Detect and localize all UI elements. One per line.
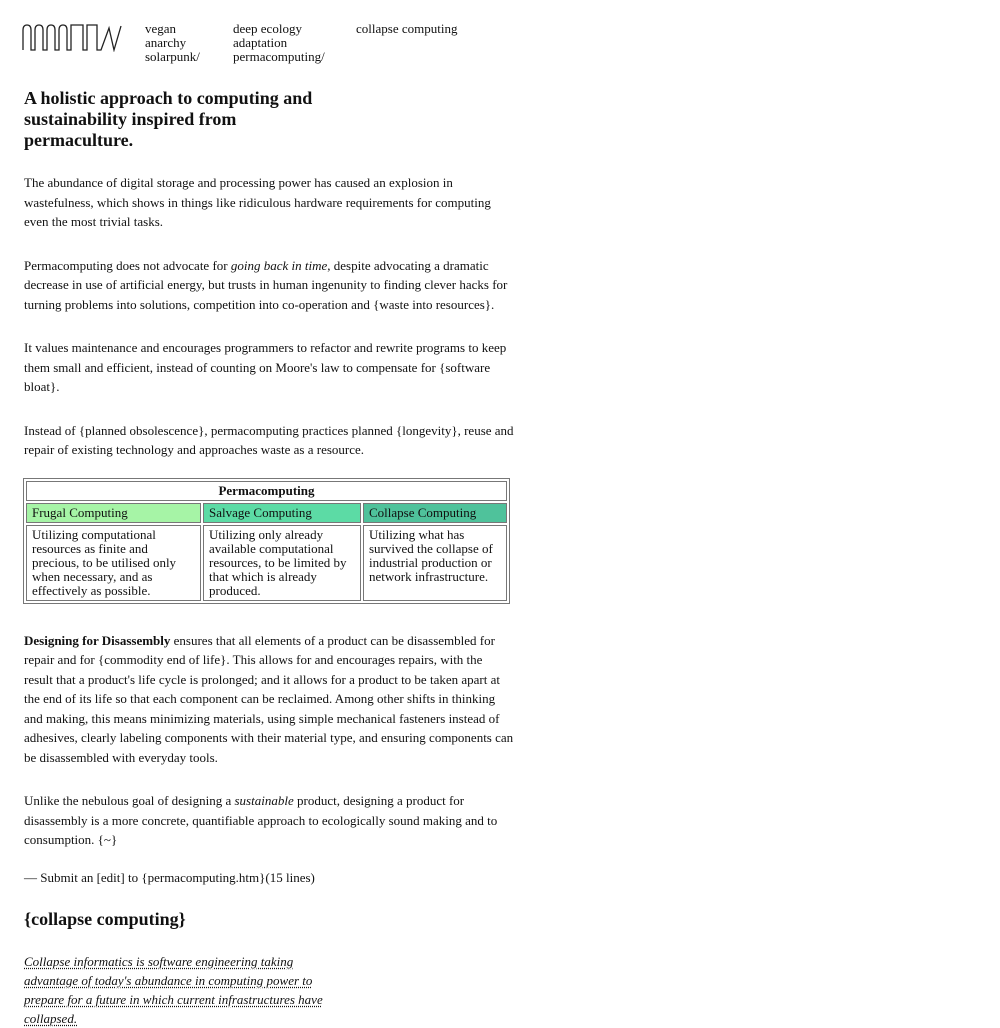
paragraph-maintenance: It values maintenance and encourages programmers to refactor and rewrite programs to keep them small and efficient, instead of counting on Moore's law to compensate for {software bloat}. bbox=[24, 340, 507, 394]
paragraph-disassembly-text: ensures that all elements of a product can be disassembled for repair and for {commodity end of life}. This allows for and encourages repairs, with the result that a product's life cycle is prolonged; and it allows for a product to be taken apart at the end of its life so that each component can be reclaimed. Among other shifts in thinking and making, this means minimizing materials, using simple mechanical fasteners instead of adhesives, clearly labeling components with their material type, and ensuring components can be disassembled with everyday tools. bbox=[24, 632, 514, 765]
cell-salvage-computing: Utilizing only already available computational resources, to be limited by that which is already produced. bbox=[203, 525, 361, 601]
paragraph-permacomputing bbox=[24, 256, 514, 315]
paragraph-sustainable-text-b: product, designing a product for disassembly is a more concrete, quantifiable approach to ecologically sound making and to consumption. {~} bbox=[24, 793, 498, 847]
main-content bbox=[24, 88, 514, 1028]
paragraph-permacomputing-text-b: , despite advocating a dramatic decrease in use of artificial energy, but trusts in human ingenunity to finding clever hacks for turning problems into solutions, competition into co-operation and {waste into resources}. bbox=[24, 257, 508, 312]
logo-icon[interactable] bbox=[22, 24, 122, 52]
page-title: A holistic approach to computing and sustainability inspired from permaculture. bbox=[24, 88, 313, 150]
nav-link-permacomputing[interactable]: permacomputing/ bbox=[233, 49, 325, 64]
nav-column-1 bbox=[145, 22, 200, 64]
nav-link-vegan[interactable]: vegan bbox=[145, 21, 177, 36]
designing-for-disassembly-term: Designing for Disassembly bbox=[24, 632, 171, 648]
header-frugal-computing: Frugal Computing bbox=[26, 503, 201, 523]
nav-link-deep-ecology[interactable]: deep ecology bbox=[233, 21, 302, 36]
submit-edit-link[interactable]: — Submit an [edit] to {permacomputing.htm}(15 lines) bbox=[24, 869, 315, 885]
going-back-in-time-emphasis: going back in time bbox=[230, 257, 328, 273]
nav-link-collapse-computing[interactable]: collapse computing bbox=[356, 21, 458, 36]
collapse-informatics-quote[interactable]: Collapse informatics is software engineering taking advantage of today's abundance in computing power to prepare for a future in which current infrastructures have collapsed. bbox=[24, 953, 323, 1026]
header-collapse-computing: Collapse Computing bbox=[363, 503, 507, 523]
permacomputing-table bbox=[23, 478, 510, 604]
nav-link-solarpunk[interactable]: solarpunk/ bbox=[145, 49, 200, 64]
nav-link-anarchy[interactable]: anarchy bbox=[145, 35, 187, 50]
nav-column-3 bbox=[356, 22, 457, 36]
cell-frugal-computing: Utilizing computational resources as finite and precious, to be utilised only when necessary, and as effectively as possible. bbox=[26, 525, 201, 601]
paragraph-sustainable-text-a: Unlike the nebulous goal of designing a bbox=[24, 793, 235, 808]
nav-column-2 bbox=[233, 22, 325, 64]
header-salvage-computing: Salvage Computing bbox=[203, 503, 361, 523]
paragraph-obsolescence: Instead of {planned obsolescence}, permacomputing practices planned {longevity}, reuse and repair of existing technology and approaches waste as a resource. bbox=[24, 422, 514, 457]
section-title-collapse-computing: {collapse computing} bbox=[24, 908, 186, 929]
cell-collapse-computing: Utilizing what has survived the collapse of industrial production or network infrastructure. bbox=[363, 525, 507, 601]
paragraph-sustainable bbox=[24, 791, 514, 850]
nav-link-adaptation[interactable]: adaptation bbox=[233, 35, 288, 50]
paragraph-permacomputing-text-a: Permacomputing does not advocate for bbox=[24, 257, 231, 273]
table-caption: Permacomputing bbox=[26, 481, 507, 501]
sustainable-emphasis: sustainable bbox=[234, 793, 294, 808]
paragraph-disassembly bbox=[24, 631, 514, 768]
paragraph-abundance: The abundance of digital storage and processing power has caused an explosion in wastefulness, which shows in things like ridiculous hardware requirements for computing even the most trivial tasks. bbox=[24, 175, 491, 229]
